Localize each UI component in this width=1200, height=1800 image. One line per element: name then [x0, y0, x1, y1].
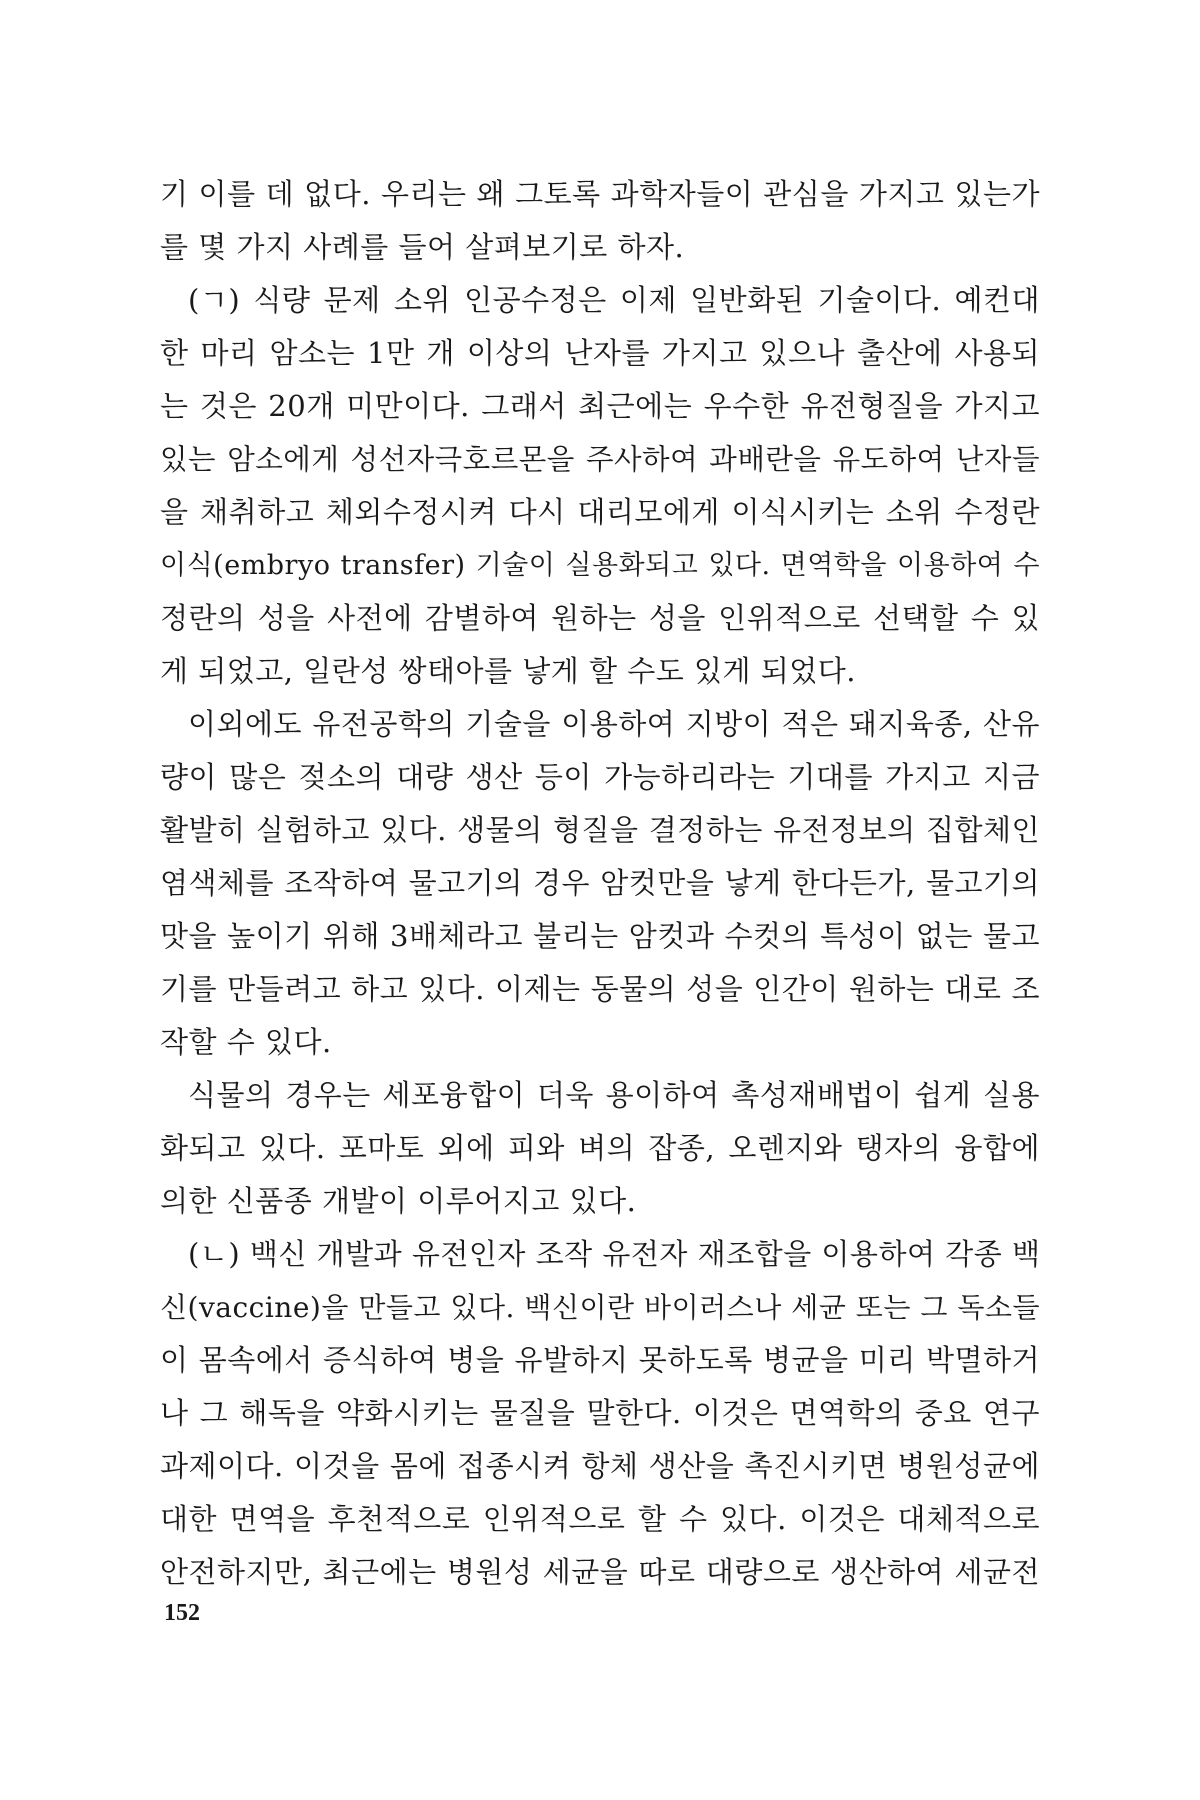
body-text — [160, 168, 1040, 1599]
text-line: 식물의 경우는 세포융합이 더욱 용이하여 촉성재배법이 쉽게 실용 — [188, 1078, 1040, 1112]
text-line: 있는 암소에게 성선자극호르몬을 주사하여 과배란을 유도하여 난자들 — [160, 443, 1040, 476]
text-line: 대한 면역을 후천적으로 인위적으로 할 수 있다. 이것은 대체적으로 — [160, 1502, 1040, 1536]
text-line: 를 몇 가지 사례를 들어 살펴보기로 하자. — [160, 230, 685, 264]
text-line: 정란의 성을 사전에 감별하여 원하는 성을 인위적으로 선택할 수 있 — [160, 601, 1040, 635]
text-line: (ㄱ) 식량 문제 소위 인공수정은 이제 일반화된 기술이다. 예컨대 — [188, 283, 1040, 317]
text-line: 염색체를 조작하여 물고기의 경우 암컷만을 낳게 한다든가, 물고기의 — [160, 866, 1040, 900]
text-line: 기를 만들려고 하고 있다. 이제는 동물의 성을 인간이 원하는 대로 조 — [160, 972, 1040, 1006]
text-line: 기 이를 데 없다. 우리는 왜 그토록 과학자들이 관심을 가지고 있는가 — [160, 177, 1040, 211]
text-line: 의한 신품종 개발이 이루어지고 있다. — [160, 1184, 637, 1218]
text-line: 신(vaccine)을 만들고 있다. 백신이란 바이러스나 세균 또는 그 독소들 — [160, 1291, 1040, 1324]
text-line: 활발히 실험하고 있다. 생물의 형질을 결정하는 유전정보의 집합체인 — [160, 813, 1040, 847]
text-line: 안전하지만, 최근에는 병원성 세균을 따로 대량으로 생산하여 세균전 — [160, 1555, 1040, 1589]
text-line: 량이 많은 젖소의 대량 생산 등이 가능하리라는 기대를 가지고 지금 — [160, 760, 1040, 794]
text-line: 는 것은 20개 미만이다. 그래서 최근에는 우수한 유전형질을 가지고 — [160, 389, 1040, 423]
text-line: 맛을 높이기 위해 3배체라고 불리는 암컷과 수컷의 특성이 없는 물고 — [160, 919, 1040, 953]
text-line: 작할 수 있다. — [160, 1025, 332, 1059]
text-line: 을 채취하고 체외수정시켜 다시 대리모에게 이식시키는 소위 수정란 — [160, 495, 1040, 529]
text-line: 이식(embryo transfer) 기술이 실용화되고 있다. 면역학을 이용하여 수 — [160, 550, 1040, 581]
page-number: 152 — [164, 1600, 200, 1626]
text-line: 과제이다. 이것을 몸에 접종시켜 항체 생산을 촉진시키면 병원성균에 — [160, 1449, 1040, 1483]
text-line: 게 되었고, 일란성 쌍태아를 낳게 할 수도 있게 되었다. — [160, 654, 856, 688]
text-line: 이 몸속에서 증식하여 병을 유발하지 못하도록 병균을 미리 박멸하거 — [160, 1343, 1040, 1377]
text-line: 나 그 해독을 약화시키는 물질을 말한다. 이것은 면역학의 중요 연구 — [160, 1396, 1040, 1430]
text-line: 한 마리 암소는 1만 개 이상의 난자를 가지고 있으나 출산에 사용되 — [160, 336, 1040, 370]
text-line: 화되고 있다. 포마토 외에 피와 벼의 잡종, 오렌지와 탱자의 융합에 — [160, 1131, 1040, 1165]
text-line: 이외에도 유전공학의 기술을 이용하여 지방이 적은 돼지육종, 산유 — [188, 707, 1040, 741]
text-line: (ㄴ) 백신 개발과 유전인자 조작 유전자 재조합을 이용하여 각종 백 — [188, 1237, 1041, 1271]
